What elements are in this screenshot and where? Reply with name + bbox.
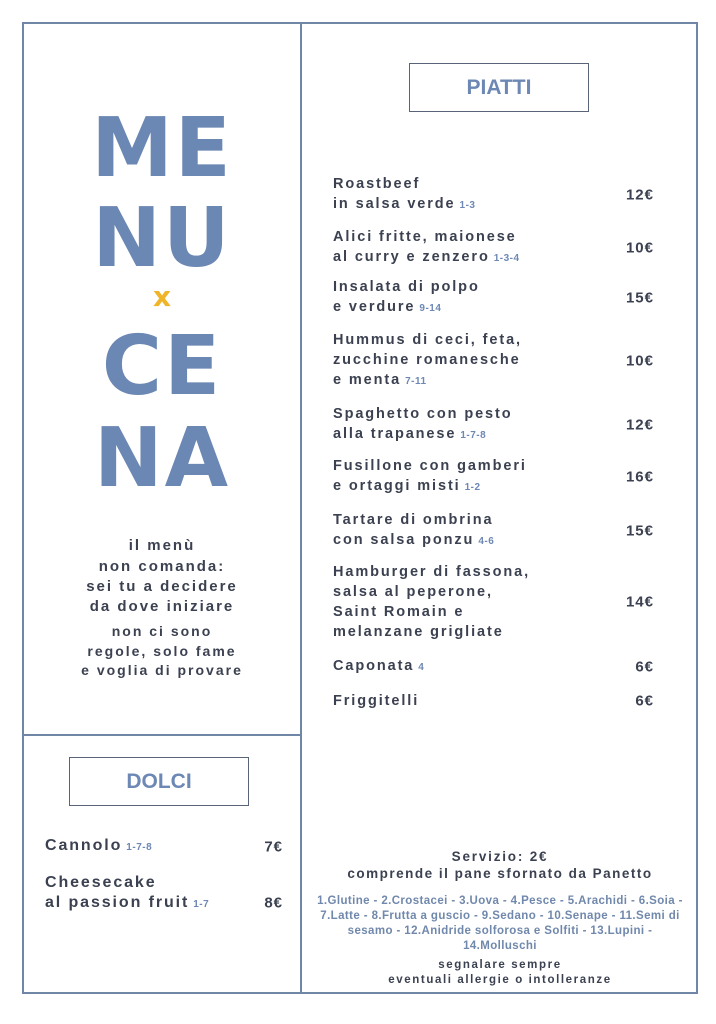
line-text: Alici fritte, maionese: [333, 229, 517, 245]
item-price: 16€: [625, 468, 654, 486]
item-name: [333, 456, 583, 498]
menu-item: [333, 404, 658, 446]
line-text: Caponata: [333, 658, 415, 674]
menu-item: [333, 174, 658, 216]
line-text: Hamburger di fassona,: [333, 564, 531, 580]
item-name: [333, 174, 583, 216]
item-name-line: [333, 530, 583, 552]
item-name: [45, 836, 255, 858]
item-name-line: [333, 582, 583, 602]
tagline-1: il menù: [128, 537, 196, 554]
allergy-notice-2: eventuali allergie o intolleranze: [388, 974, 612, 986]
item-price: 6€: [635, 692, 654, 710]
tagline-7: e voglia di provare: [81, 662, 243, 678]
item-name-line: [333, 602, 583, 622]
title-x: x: [152, 280, 172, 313]
item-name-line: [333, 247, 583, 269]
item-name: [333, 277, 583, 319]
item-name: [333, 330, 583, 392]
allergen-codes: 1-2: [464, 482, 481, 493]
item-name-line: [333, 476, 583, 498]
item-name-line: [45, 893, 255, 915]
item-name-line: [333, 404, 583, 424]
item-price: 10€: [625, 352, 654, 370]
allergen-legend: 1.Glutine - 2.Crostacei - 3.Uova - 4.Pesce - 5.Arachidi - 6.Soia - 7.Latte - 8.Frutta a guscio - 9.Sedano - 10.Senape - 11.Semi di sesamo - 12.Anidride solforosa e Solfiti - 13.Lupini - 14.Molluschi: [317, 895, 683, 952]
line-text: Roastbeef: [333, 176, 421, 192]
line-text: al passion fruit: [45, 894, 190, 911]
title-na: NA: [93, 411, 231, 506]
menu-item: [333, 227, 658, 269]
line-text: Hummus di ceci, feta,: [333, 332, 522, 348]
title-ce: CE: [101, 319, 223, 414]
line-text: e menta: [333, 372, 402, 388]
line-text: con salsa ponzu: [333, 532, 475, 548]
item-price: 12€: [625, 416, 654, 434]
item-name-line: [45, 836, 255, 858]
item-price: 8€: [264, 894, 283, 912]
line-text: in salsa verde: [333, 196, 456, 212]
item-name-line: [45, 873, 255, 893]
item-name: [333, 691, 583, 711]
allergen-codes: 4-6: [478, 536, 495, 547]
item-name-line: [333, 370, 583, 392]
line-text: salsa al peperone,: [333, 584, 493, 600]
item-name-line: [333, 350, 583, 370]
item-name: [333, 404, 583, 446]
allergen-codes: 1-3: [459, 200, 476, 211]
item-price: 15€: [625, 522, 654, 540]
menu-item: [333, 562, 658, 642]
item-name: [333, 562, 583, 642]
item-name-line: [333, 174, 583, 194]
dolci-heading: DOLCI: [69, 757, 249, 806]
line-text: Friggitelli: [333, 693, 420, 709]
piatti-heading: PIATTI: [409, 63, 589, 112]
item-name-line: [333, 297, 583, 319]
item-name: [333, 656, 583, 678]
bread-note: comprende il pane sfornato da Panetto: [347, 866, 653, 881]
line-text: e ortaggi misti: [333, 478, 461, 494]
allergen-codes: 1-3-4: [493, 253, 520, 264]
menu-item: [45, 873, 285, 915]
allergen-codes: 1-7-8: [460, 430, 487, 441]
line-text: Fusillone con gamberi: [333, 458, 527, 474]
menu-item: [333, 456, 658, 498]
allergy-notice-1: segnalare sempre: [438, 959, 562, 971]
line-text: melanzane grigliate: [333, 624, 504, 640]
line-text: zucchine romanesche: [333, 352, 521, 368]
item-name-line: [333, 562, 583, 582]
tagline-2: non comanda:: [98, 558, 226, 575]
item-name-line: [333, 330, 583, 350]
allergen-codes: 1-7-8: [126, 842, 153, 853]
allergen-codes: 1-7: [193, 899, 210, 910]
horizontal-divider: [22, 734, 301, 736]
line-text: Spaghetto con pesto: [333, 406, 513, 422]
menu-item: [333, 510, 658, 552]
line-text: Cannolo: [45, 837, 123, 854]
item-name-line: [333, 622, 583, 642]
item-price: 10€: [625, 239, 654, 257]
tagline-3: sei tu a decidere: [86, 578, 238, 595]
tagline-5: non ci sono: [111, 623, 213, 639]
menu-item: [333, 277, 658, 319]
menu-item: [333, 691, 658, 711]
item-name: [45, 873, 255, 915]
item-name-line: [333, 456, 583, 476]
item-price: 6€: [635, 658, 654, 676]
line-text: Cheesecake: [45, 874, 157, 891]
title-nu: NU: [92, 191, 232, 286]
line-text: al curry e zenzero: [333, 249, 490, 265]
title-me: ME: [91, 101, 233, 196]
item-name: [333, 510, 583, 552]
allergen-codes: 4: [418, 662, 425, 673]
item-price: 14€: [625, 593, 654, 611]
item-name-line: [333, 277, 583, 297]
line-text: Saint Romain e: [333, 604, 465, 620]
item-price: 12€: [625, 186, 654, 204]
allergen-codes: 7-11: [405, 376, 427, 387]
menu-item: [333, 656, 658, 678]
item-name-line: [333, 656, 583, 678]
line-text: alla trapanese: [333, 426, 457, 442]
item-price: 15€: [625, 289, 654, 307]
line-text: Tartare di ombrina: [333, 512, 494, 528]
item-name-line: [333, 194, 583, 216]
line-text: Insalata di polpo: [333, 279, 480, 295]
menu-item: [45, 836, 285, 858]
allergen-codes: 9-14: [419, 303, 442, 314]
line-text: e verdure: [333, 299, 416, 315]
menu-item: [333, 330, 658, 392]
service-charge: Servizio: 2€: [451, 849, 549, 864]
item-price: 7€: [264, 838, 283, 856]
item-name-line: [333, 227, 583, 247]
item-name-line: [333, 510, 583, 530]
tagline-6: regole, solo fame: [87, 643, 237, 659]
tagline-4: da dove iniziare: [89, 598, 235, 615]
item-name: [333, 227, 583, 269]
item-name-line: [333, 424, 583, 446]
item-name-line: [333, 691, 583, 711]
